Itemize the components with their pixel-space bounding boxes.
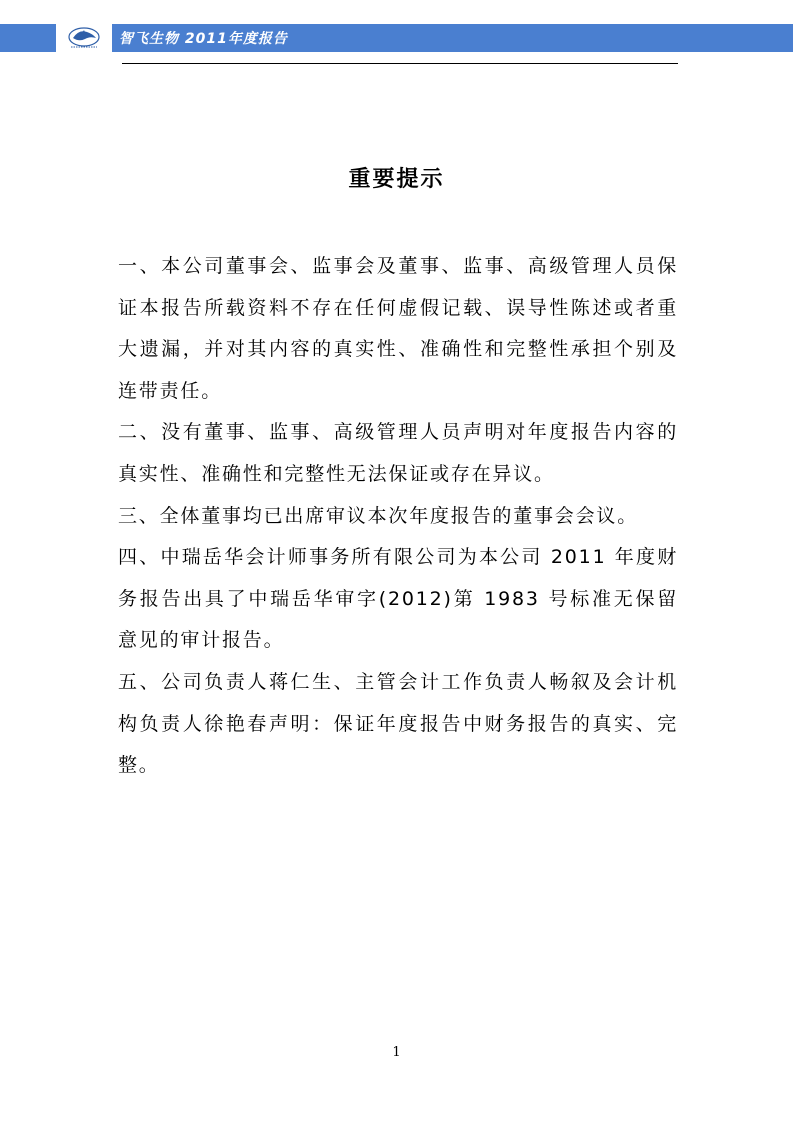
notice-paragraph-2: 二、没有董事、监事、高级管理人员声明对年度报告内容的真实性、准确性和完整性无法保证或存在异议。 <box>118 421 678 485</box>
notice-content <box>118 246 678 787</box>
company-logo-icon <box>65 26 103 50</box>
header-logo-box <box>56 24 112 52</box>
header-title: 智飞生物 2011年度报告 <box>119 31 288 47</box>
page-number: 1 <box>392 1045 401 1060</box>
header-divider <box>122 63 678 64</box>
header-bar <box>0 24 793 52</box>
notice-paragraph-5: 五、公司负责人蒋仁生、主管会计工作负责人畅叙及会计机构负责人徐艳春声明：保证年度报告中财务报告的真实、完整。 <box>118 670 678 777</box>
notice-paragraph-3: 三、全体董事均已出席审议本次年度报告的董事会会议。 <box>118 504 639 527</box>
notice-paragraph-1: 一、本公司董事会、监事会及董事、监事、高级管理人员保证本报告所载资料不存在任何虚假记载、误导性陈述或者重大遗漏，并对其内容的真实性、准确性和完整性承担个别及连带责任。 <box>118 255 678 402</box>
page-title: 重要提示 <box>348 166 445 192</box>
notice-paragraph-4: 四、中瑞岳华会计师事务所有限公司为本公司 2011 年度财务报告出具了中瑞岳华审字(2012)第 1983 号标准无保留意见的审计报告。 <box>118 546 678 652</box>
